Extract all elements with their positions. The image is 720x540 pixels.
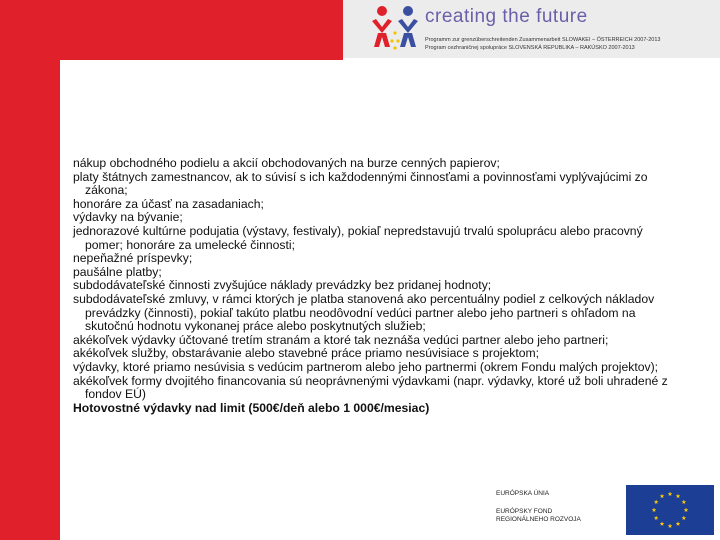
list-item: akékoľvek služby, obstarávanie alebo stavebné práce priamo nesúvisiace s projektom; <box>73 346 540 361</box>
logo-program-line-sk: Program cezhraničnej spolupráce SLOVENSKÁ REPUBLIKA – RAKÚSKO 2007-2013 <box>425 45 635 51</box>
eu-fund-label: EURÓPSKY FOND <box>496 508 553 515</box>
top-red-band <box>60 0 343 60</box>
eu-caption <box>496 490 581 524</box>
people-figures-icon <box>368 3 424 53</box>
list-item: akékoľvek formy dvojitého financovania sú neoprávnenými výdavkami (napr. výdavky, ktoré už boli uhradené z fondov EÚ) <box>73 373 668 402</box>
list-item: platy štátnych zamestnancov, ak to súvisí s ich každodennými činnosťami a povinnosťami vyplývajúcimi zo zákona; <box>73 169 648 198</box>
logo-program-line-de: Programm zur grenzüberschreitenden Zusammenarbeit SLOWAKEI – ÖSTERREICH 2007-2013 <box>425 37 661 43</box>
eu-union-label: EURÓPSKA ÚNIA <box>496 490 550 497</box>
program-logo <box>343 0 720 58</box>
list-item: honoráre za účasť na zasadaniach; <box>73 196 264 211</box>
list-item: výdavky, ktoré priamo nesúvisia s vedúcim partnerom alebo jeho partnermi (okrem Fondu malých projektov); <box>73 359 659 374</box>
list-item: výdavky na bývanie; <box>73 210 183 225</box>
list-item: paušálne platby; <box>73 264 162 279</box>
list-item: akékoľvek výdavky účtované tretím stranám a ktoré tak neznáša vedúci partner alebo jeho partneri; <box>73 332 609 347</box>
list-item: nepeňažné príspevky; <box>73 251 193 266</box>
ineligible-costs-list <box>73 157 673 415</box>
list-item: nákup obchodného podielu a akcií obchodovaných na burze cenných papierov; <box>73 156 500 170</box>
eu-fund-label-2: REGIONÁLNEHO ROZVOJA <box>496 516 581 523</box>
list-item-cash-limit: Hotovostné výdavky nad limit (500€/deň alebo 1 000€/mesiac) <box>73 400 430 415</box>
left-red-band <box>0 0 60 540</box>
list-item: jednorazové kultúrne podujatia (výstavy, festivaly), pokiaľ nepredstavujú trvalú spoluprácu alebo pracovný pomer; honoráre za umelecké činnosti; <box>73 223 643 252</box>
logo-title: creating the future <box>425 6 588 27</box>
list-item: subdodávateľské zmluvy, v rámci ktorých je platba stanovená ako percentuálny podiel z celkových nákladov prevádzky (činnosti), pokiaľ takúto platbu neodôvodní vedúci partner alebo jeho partneri s ohľadom na skutočnú hodnotu vykonanej práce alebo poskytnutých služieb; <box>73 291 655 334</box>
eu-flag-icon <box>626 485 714 535</box>
list-item: subdodávateľské činnosti zvyšujúce náklady prevádzky bez pridanej hodnoty; <box>73 278 492 293</box>
